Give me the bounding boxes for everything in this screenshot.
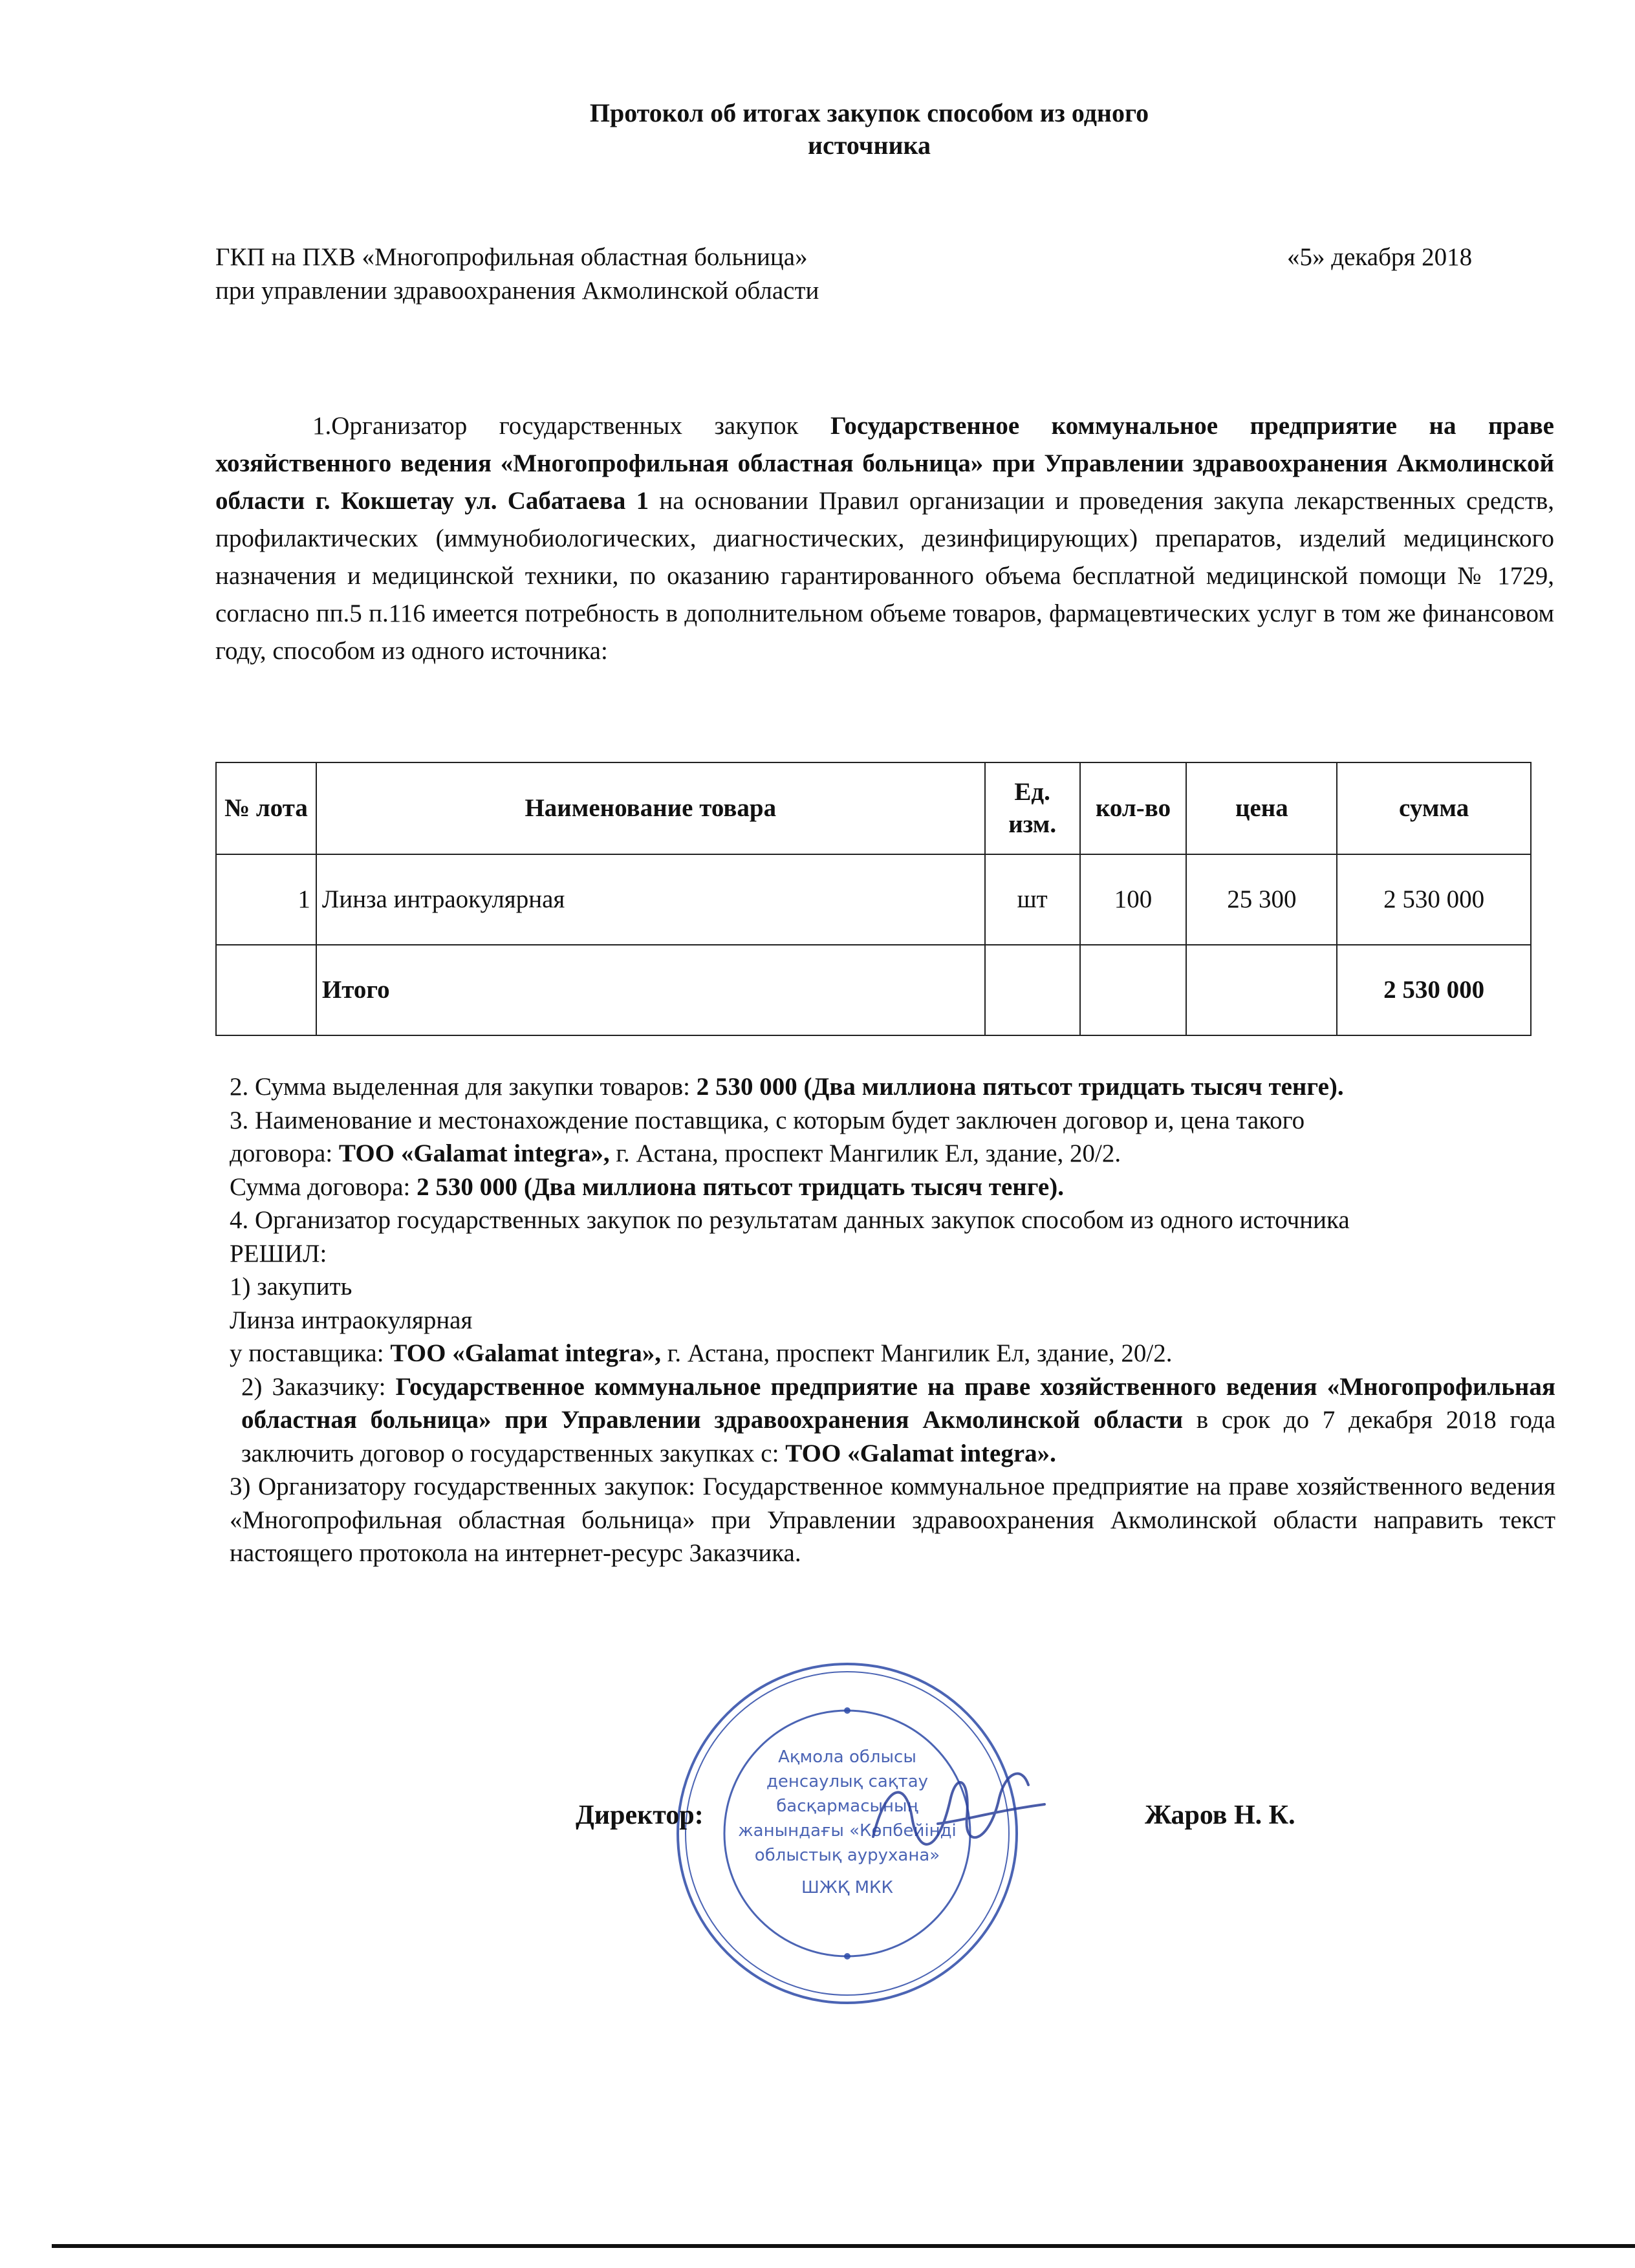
header-lot: № лота [216, 762, 316, 854]
decision-1-line-1: 1) закупить [230, 1273, 352, 1301]
stamp-line-4: жанындағы «Көпбейінді [738, 1821, 957, 1841]
total-sum: 2 530 000 [1337, 945, 1531, 1035]
decision-2-customer: Государственное коммунальное предприятие на праве хозяйственного ведения «Многопрофильная областная больница» при Управлении здравоохранения Акмолинской области [241, 1372, 1555, 1434]
cell-name: Линза интраокулярная [316, 854, 985, 945]
stamp-line-5: облыстық аурухана» [754, 1846, 940, 1865]
supplier-name: ТОО «Galamat integra», [338, 1139, 610, 1167]
contract-sum-value: 2 530 000 (Два миллиона пятьсот тридцать тысяч тенге). [417, 1172, 1064, 1201]
section-2-amount: 2 530 000 (Два миллиона пятьсот тридцать тысяч тенге). [696, 1073, 1344, 1101]
cell-price: 25 300 [1186, 854, 1337, 945]
header-qty: кол-во [1080, 762, 1187, 854]
intro-rest: на основании Правил организации и проведения закупа лекарственных средств, профилактических (иммунобиологических, диагностических, дезинфицирующих) препаратов, изделий медицинского назначения и медицинской техники, по оказанию гарантированного объема бесплатной медицинской помощи № 1729, согласно пп.5 п.116 имеется потребность в дополнительном объеме товаров, фармацевтических услуг в том же финансовом году, способом из одного источника: [215, 487, 1554, 665]
intro-paragraph [215, 407, 1554, 670]
table-header-row [216, 762, 1531, 854]
decision-2 [230, 1370, 1555, 1471]
cell-empty [1186, 945, 1337, 1035]
header-sum: сумма [1337, 762, 1531, 854]
section-3-label: договора: [230, 1139, 339, 1167]
title-line-1: Протокол об итогах закупок способом из одного [589, 98, 1149, 127]
cell-unit: шт [985, 854, 1080, 945]
section-4-line-1: 4. Организатор государственных закупок по результатам данных закупок способом из одного источника [230, 1206, 1350, 1234]
cell-lot: 1 [216, 854, 316, 945]
cell-empty [216, 945, 316, 1035]
decision-1-address: г. Астана, проспект Мангилик Ел, здание, 20/2. [661, 1339, 1173, 1367]
decision-2-label: 2) Заказчику: [241, 1372, 396, 1401]
stamp-line-3: басқармасының [776, 1797, 918, 1816]
total-label: Итого [316, 945, 985, 1035]
section-4-line-2: РЕШИЛ: [230, 1239, 327, 1268]
org-line-2: при управлении здравоохранения Акмолинской области [215, 277, 819, 305]
intro-lead: 1.Организатор государственных закупок [312, 412, 830, 440]
decision-1-supplier: ТОО «Galamat integra», [390, 1339, 662, 1367]
decision-1-label: у поставщика: [230, 1339, 391, 1367]
document-title [0, 97, 1635, 162]
cell-qty: 100 [1080, 854, 1187, 945]
stamp-line-1: Ақмола облысы [778, 1747, 916, 1767]
decision-1-line-3 [230, 1337, 1555, 1370]
section-3-line-1: 3. Наименование и местонахождение поставщика, с которым будет заключен договор и, цена такого [230, 1106, 1305, 1134]
goods-table [215, 762, 1532, 1036]
director-name: Жаров Н. К. [1145, 1800, 1295, 1830]
stamp-line-6: ШЖҚ МКК [801, 1878, 893, 1897]
decision-2-supplier: ТОО «Galamat integra». [785, 1439, 1056, 1467]
header-price: цена [1186, 762, 1337, 854]
cell-empty [985, 945, 1080, 1035]
contract-sum [230, 1171, 1555, 1204]
stamp-line-2: денсаулық сақтау [766, 1772, 929, 1791]
cell-empty [1080, 945, 1187, 1035]
section-3-line-2 [230, 1137, 1555, 1171]
decision-1-line-2: Линза интраокулярная [230, 1306, 473, 1334]
cell-sum: 2 530 000 [1337, 854, 1531, 945]
header-name: Наименование товара [316, 762, 985, 854]
supplier-address: г. Астана, проспект Мангилик Ел, здание, 20/2. [609, 1139, 1121, 1167]
document-date: «5» декабря 2018 [1287, 243, 1473, 271]
intro-organizer: Государственное коммунальное предприятие на праве хозяйственного ведения «Многопрофильная областная больница» при Управлении здравоохранения Акмолинской области г. Кокшетау ул. Сабатаева 1 [215, 412, 1554, 515]
decision-2-deadline: в срок до 7 декабря 2018 года заключить договор о государственных закупках с: [241, 1406, 1556, 1467]
table-row [216, 854, 1531, 945]
signature-mark [860, 1759, 1054, 1863]
contract-sum-label: Сумма договора: [230, 1172, 417, 1201]
org-line-1: ГКП на ПХВ «Многопрофильная областная больница» [215, 243, 808, 271]
section-2 [230, 1070, 1555, 1104]
scan-edge-bar [52, 2244, 1635, 2248]
header-unit: Ед. изм. [985, 762, 1080, 854]
table-total-row [216, 945, 1531, 1035]
title-line-2: источника [808, 131, 931, 160]
protocol-body [230, 1070, 1555, 1570]
director-role: Директор: [576, 1800, 704, 1830]
organization-block [215, 241, 819, 308]
section-2-text: 2. Сумма выделенная для закупки товаров: [230, 1073, 697, 1101]
decision-3: 3) Организатору государственных закупок: Государственное коммунальное предприятие на праве хозяйственного ведения «Многопрофильная областная больница» при Управлении здравоохранения Акмолинской области направить текст настоящего протокола на интернет-ресурс Заказчика. [230, 1473, 1555, 1567]
